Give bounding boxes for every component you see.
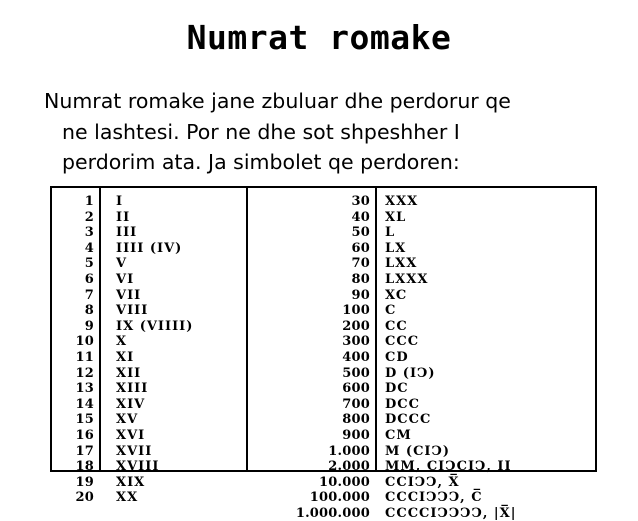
intro-paragraph <box>44 86 604 178</box>
table-cell-roman: III <box>116 225 138 241</box>
table-cell-number: 300 <box>342 334 370 350</box>
table-cell-roman: CM <box>385 427 412 443</box>
table-cell-number: 8 <box>84 303 94 319</box>
intro-line-1: Numrat romake jane zbuluar dhe perdorur qe <box>44 89 511 113</box>
table-cell-number: 13 <box>75 381 94 397</box>
table-cell-roman: IIII (IV) <box>116 240 183 256</box>
table-cell-number: 900 <box>342 427 370 443</box>
table-cell-roman: I <box>116 194 124 209</box>
table-cell-roman: MM, CIↃCIↃ, II <box>385 459 512 475</box>
table-cell-number: 7 <box>84 287 94 303</box>
table-cell-roman: XC <box>385 287 408 303</box>
table-cell-roman: LX <box>385 240 407 256</box>
roman-numerals-table <box>50 186 597 521</box>
roman-column-right <box>385 194 591 521</box>
table-cell-number: 400 <box>342 349 370 365</box>
table-cell-roman: LXX <box>385 256 418 272</box>
table-cell-roman: XX <box>116 490 139 506</box>
table-divider <box>246 188 248 470</box>
table-cell-number: 3 <box>84 225 94 241</box>
table-cell-roman: XII <box>116 365 142 381</box>
table-cell-number: 60 <box>351 240 370 256</box>
table-cell-roman: VII <box>116 287 142 303</box>
table-cell-number: 5 <box>84 256 94 272</box>
table-cell-number: 70 <box>351 256 370 272</box>
table-cell-number: 1 <box>84 194 94 209</box>
table-cell-number: 1.000 <box>328 443 370 459</box>
table-cell-roman: VIII <box>116 303 149 319</box>
table-cell-number: 2 <box>84 209 94 225</box>
table-cell-number: 800 <box>342 412 370 428</box>
table-cell-number: 15 <box>75 412 94 428</box>
table-divider <box>99 188 101 470</box>
table-cell-number: 600 <box>342 381 370 397</box>
table-cell-roman: V <box>116 256 128 272</box>
table-cell-roman: IX (VIIII) <box>116 318 194 334</box>
intro-line-2: ne lashtesi. Por ne dhe sot shpeshher I <box>62 119 460 144</box>
arabic-column-left <box>54 194 94 506</box>
table-cell-number: 17 <box>75 443 94 459</box>
table-cell-number: 4 <box>84 240 94 256</box>
table-cell-number: 16 <box>75 427 94 443</box>
table-cell-roman: LXXX <box>385 271 429 287</box>
table-cell-number: 14 <box>75 396 94 412</box>
table-cell-roman: XXX <box>385 194 419 209</box>
table-cell-number: 30 <box>351 194 370 209</box>
table-cell-roman: XIII <box>116 381 149 397</box>
table-cell-number: 700 <box>342 396 370 412</box>
table-cell-roman: DCCC <box>385 412 432 428</box>
table-divider <box>375 188 377 470</box>
table-cell-number: 11 <box>75 349 94 365</box>
table-cell-number: 12 <box>75 365 94 381</box>
table-cell-roman: XIV <box>116 396 146 412</box>
table-cell-number: 1.000.000 <box>295 505 370 521</box>
arabic-column-right <box>252 194 370 521</box>
table-cell-number: 19 <box>75 474 94 490</box>
table-cell-number: 100.000 <box>309 490 370 506</box>
table-cell-number: 100 <box>342 303 370 319</box>
table-cell-roman: M (CIↃ) <box>385 443 450 459</box>
table-cell-roman: CCCCIↃↃↃↃ, |X̅| <box>385 505 517 521</box>
table-cell-number: 40 <box>351 209 370 225</box>
table-cell-number: 90 <box>351 287 370 303</box>
table-cell-roman: CC <box>385 318 408 334</box>
table-cell-number: 18 <box>75 459 94 475</box>
table-cell-number: 20 <box>75 490 94 506</box>
table-cell-number: 200 <box>342 318 370 334</box>
table-cell-roman: CCIↃↃ, X̅ <box>385 474 460 490</box>
table-cell-number: 10 <box>75 334 94 350</box>
table-cell-number: 50 <box>351 225 370 241</box>
table-cell-roman: XVIII <box>116 459 160 475</box>
table-cell-number: 6 <box>84 271 94 287</box>
table-cell-number: 80 <box>351 271 370 287</box>
table-cell-number: 500 <box>342 365 370 381</box>
table-cell-roman: C <box>385 303 397 319</box>
roman-column-left <box>116 194 244 506</box>
table-cell-number: 2.000 <box>328 459 370 475</box>
table-cell-roman: DC <box>385 381 409 397</box>
table-cell-roman: XIX <box>116 474 146 490</box>
table-cell-number: 9 <box>84 318 94 334</box>
table-cell-roman: II <box>116 209 131 225</box>
table-cell-roman: DCC <box>385 396 420 412</box>
table-cell-roman: D (IↃ) <box>385 365 436 381</box>
table-cell-roman: L <box>385 225 396 241</box>
table-cell-roman: XI <box>116 349 135 365</box>
table-cell-roman: XL <box>385 209 407 225</box>
table-cell-roman: CD <box>385 349 409 365</box>
table-cell-roman: XV <box>116 412 139 428</box>
table-cell-roman: XVII <box>116 443 153 459</box>
table-cell-roman: CCC <box>385 334 420 350</box>
slide-title: Numrat romake <box>186 18 452 57</box>
table-cell-number: 10.000 <box>319 474 370 490</box>
table-cell-roman: VI <box>116 271 135 287</box>
table-cell-roman: X <box>116 334 128 350</box>
table-cell-roman: XVI <box>116 427 146 443</box>
table-cell-roman: CCCIↃↃↃ, C̅ <box>385 490 483 506</box>
intro-line-3: perdorim ata. Ja simbolet qe perdoren: <box>62 150 460 174</box>
